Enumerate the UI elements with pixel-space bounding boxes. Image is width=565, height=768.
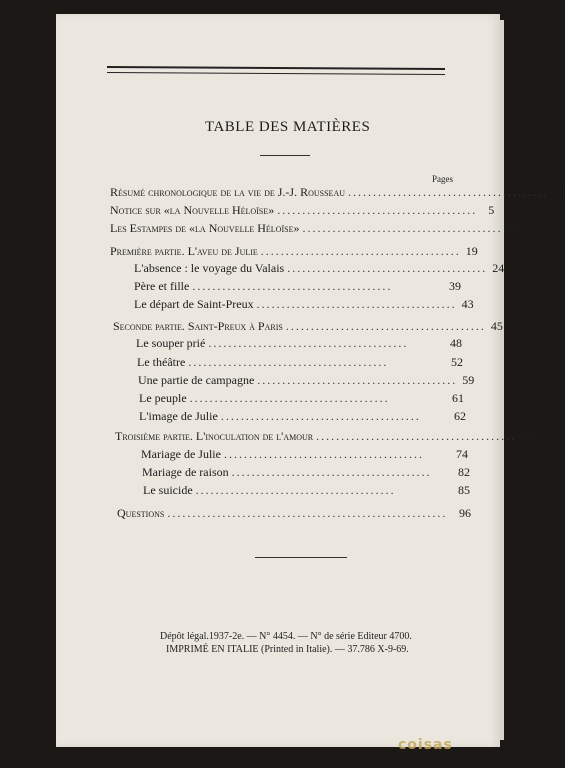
page-title: TABLE DES MATIÈRES (205, 119, 371, 135)
leader-dots: ........................................ (223, 447, 424, 461)
legal-deposit-line: Dépôt légal.1937-2e. — N° 4454. — N° de série Editeur 4700. (160, 631, 412, 642)
watermark-logo: coisas (398, 737, 453, 753)
toc-entry (136, 336, 462, 352)
toc-entry-page: 59 (462, 373, 475, 387)
toc-entry-text: Le théâtre (137, 355, 186, 369)
toc-entry (110, 244, 478, 260)
footer-rule (255, 557, 347, 558)
toc-entry-text: Le souper prié (136, 336, 206, 350)
toc-entry-text: Le suicide (143, 483, 193, 497)
leader-dots: ........................................ (208, 336, 409, 350)
leader-dots: ........................................ (348, 185, 548, 199)
toc-entry-page: 24 (492, 261, 505, 275)
toc-entry-page: 4 (559, 185, 565, 199)
leader-dots: ........................................ (220, 409, 421, 423)
leader-dots: ........................................ (260, 244, 461, 258)
toc-entry-text: Mariage de Julie (141, 447, 221, 461)
toc-entry-text: Les Estampes de «la Nouvelle Héloïse» (110, 221, 300, 235)
leader-dots: ........................................ (277, 203, 478, 217)
toc-entry-page: 82 (458, 465, 470, 479)
toc-entry-page: 66 (521, 429, 534, 443)
leader-dots: ........................................ (195, 483, 396, 497)
toc-entry (139, 409, 466, 425)
toc-entry (134, 297, 474, 313)
toc-entry-text: L'image de Julie (139, 409, 218, 423)
toc-entry-page: 96 (459, 506, 471, 520)
toc-entry-text: Questions (117, 506, 165, 520)
toc-entry-text: Troisième partie. L'inoculation de l'amour (115, 429, 314, 443)
toc-entry-page: 39 (449, 279, 461, 293)
toc-entry (110, 221, 520, 237)
toc-entry-page: 19 (465, 244, 478, 258)
title-underline (260, 155, 310, 156)
printer-line: IMPRIMÉ EN ITALIE (Printed in Italie). — 37.786 X-9-69. (166, 644, 409, 655)
toc-entry-text: Notice sur «la Nouvelle Héloïse» (110, 203, 275, 217)
toc-entry (137, 355, 463, 371)
toc-entry (110, 185, 565, 201)
toc-entry-page: 5 (488, 203, 495, 217)
toc-entry (117, 506, 471, 522)
leader-dots: ........................................ (188, 355, 389, 369)
leader-dots: ........................................ (192, 279, 393, 293)
toc-entry-text: Première partie. L'aveu de Julie (110, 244, 258, 258)
leader-dots: ........................................ (287, 261, 488, 275)
toc-entry-text: Le départ de Saint-Preux (134, 297, 254, 311)
toc-entry-page: 85 (458, 483, 470, 497)
toc-entry (141, 447, 468, 463)
leader-dots: ........................................ (231, 465, 432, 479)
toc-entry (143, 483, 470, 499)
toc-entry-page: 52 (451, 355, 463, 369)
toc-entry (115, 429, 534, 445)
toc-entry-text: L'absence : le voyage du Valais (134, 261, 285, 275)
leader-dots: ........................................ (189, 391, 390, 405)
leader-dots: ........................................................ (167, 506, 448, 520)
toc-entry-text: Mariage de raison (142, 465, 229, 479)
toc-entry-text: Seconde partie. Saint-Preux à Paris (113, 319, 283, 333)
toc-entry-page: 43 (461, 297, 474, 311)
toc-entry-page: 48 (450, 336, 462, 350)
toc-entry-page: 74 (456, 447, 468, 461)
toc-entry (113, 319, 503, 335)
toc-entry-text: Père et fille (134, 279, 190, 293)
toc-entry-text: Résumé chronologique de la vie de J.-J. Rousseau (110, 185, 345, 199)
toc-entry (134, 261, 505, 277)
leader-dots: ........................................ (302, 221, 503, 235)
leader-dots: ........................................ (316, 429, 517, 443)
toc-entry-page: 17 (507, 221, 520, 235)
toc-entry (139, 391, 464, 407)
leader-dots: ........................................ (257, 373, 458, 387)
pages-column-header: Pages (432, 174, 453, 184)
toc-entry (134, 279, 461, 295)
toc-entry-page: 45 (490, 319, 503, 333)
toc-entry-text: Le peuple (139, 391, 187, 405)
toc-entry (142, 465, 470, 481)
toc-entry-page: 61 (452, 391, 464, 405)
toc-entry-text: Une partie de campagne (138, 373, 255, 387)
leader-dots: ........................................ (256, 297, 457, 311)
toc-entry-page: 62 (454, 409, 466, 423)
toc-entry (110, 203, 495, 219)
toc-entry (138, 373, 475, 389)
leader-dots: ........................................ (285, 319, 486, 333)
